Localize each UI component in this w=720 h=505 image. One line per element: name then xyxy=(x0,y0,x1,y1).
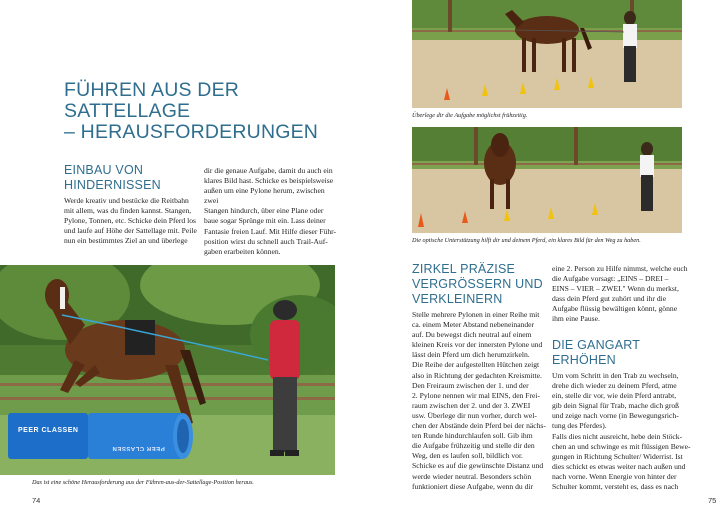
page-title-line-1: FÜHREN AUS DER SATTELLAGE xyxy=(64,79,240,122)
text-line: gaben erarbeiten können. xyxy=(204,246,281,256)
caption-top-photo: Überlege dir die Aufgabe möglichst frühzeitig. xyxy=(412,112,528,119)
text-line: lässt dein Pferd um dich herumzirkeln. xyxy=(412,350,530,360)
text-line: raum zwischen der 2. und der 3. ZWEI xyxy=(412,400,531,410)
body-column-zirkel xyxy=(412,310,548,492)
text-line: die Aufgabe vorsagt: „EINS – DREI – xyxy=(552,274,669,284)
heading-line: ERHÖHEN xyxy=(552,353,616,367)
body-column-1 xyxy=(64,196,200,246)
text-line: funktioniert diese Aufgabe, wenn du dir xyxy=(412,481,534,491)
heading-line: EINBAU VON xyxy=(64,163,144,177)
text-line: dir die genaue Aufgabe, damit du auch ein xyxy=(204,166,333,175)
page-number-right: 75 xyxy=(708,496,717,505)
text-line: Schulter kommt, versteht es, dass es nach xyxy=(552,482,679,492)
text-line: EINS – VIER – ZWEI." Wenn du merkst, xyxy=(552,284,679,294)
text-line: nun ein bestimmtes Ziel an und überlege xyxy=(64,236,188,246)
text-line: nach vorne. Wenn Energie von hinter der xyxy=(552,471,677,481)
photo-horse-arena-top xyxy=(412,0,682,108)
text-line: klares Bild hast. Schicke es beispielsweise xyxy=(204,176,334,186)
text-line: und laufe auf Höhe der Sattellage mit. Peile xyxy=(64,226,197,236)
text-line: Werde kreativ und bestücke die Reitbahn xyxy=(64,196,189,205)
page-title xyxy=(64,80,364,143)
text-line: mit allem, was du finden kannst. Stangen, xyxy=(64,206,192,216)
text-line: dass dein Pferd gut zuhört und ihr die xyxy=(552,294,667,304)
text-line: auf. Du bewegst dich neutral auf einem xyxy=(412,330,532,340)
text-line: Pylone, Tonnen, etc. Schicke dein Pferd los xyxy=(64,216,196,226)
text-line: werde wieder neutral. Besonders schön xyxy=(412,471,532,481)
text-line: 2. Pylone nennen wir mal EINS, den Frei- xyxy=(412,390,541,400)
text-line: ca. einem Meter Abstand nebeneinander xyxy=(412,320,535,330)
photo-horse-cones xyxy=(412,127,682,233)
text-line: ein, stelle dir vor, wie dein Pferd antrabt, xyxy=(552,391,677,401)
text-line: gungen in Richtung Schulter/ Widerrist. Ist xyxy=(552,451,683,461)
text-line: und zeige nach vorne (in Bewegungsrich- xyxy=(552,411,679,421)
photo-horse-jumping-barrel xyxy=(0,265,335,475)
heading-line: VERKLEINERN xyxy=(412,292,503,306)
caption-jump-photo: Das ist eine schöne Herausforderung aus der Führen-aus-der-Sattellage-Position heraus. xyxy=(32,479,254,486)
text-line: drehe dich wieder zu deinem Pferd, atme xyxy=(552,381,677,391)
heading-line: HINDERNISSEN xyxy=(64,178,161,192)
text-line: Um vom Schritt in den Trab zu wechseln, xyxy=(552,371,679,380)
text-line: Weg, den es laufen soll, bildlich vor. xyxy=(412,451,523,461)
text-line: eine 2. Person zu Hilfe nimmst, welche euch xyxy=(552,264,688,273)
text-line: Schicke es auf die gewünschte Distanz und xyxy=(412,461,544,471)
text-line: Stangen hindurch, über eine Plane oder xyxy=(204,206,324,216)
barrel-logo-text: PEER CLASSEN xyxy=(112,445,165,451)
heading-line: VERGRÖSSERN UND xyxy=(412,277,543,291)
heading-line: DIE GANGART xyxy=(552,338,641,352)
body-column-gangart xyxy=(552,371,692,492)
barrel-logo-text: PEER CLASSEN xyxy=(18,427,79,434)
body-column-right-top xyxy=(552,264,692,325)
text-line: kleinen Kreis vor der innersten Pylone und xyxy=(412,340,543,350)
section-heading-gangart xyxy=(552,338,692,368)
text-line: Falls dies nicht ausreicht, hebe dein Stöck- xyxy=(552,431,683,441)
text-line: Stelle mehrere Pylonen in einer Reihe mit xyxy=(412,310,540,319)
text-line: gib dein Signal für Trab, mache dich groß xyxy=(552,401,679,411)
text-line: usw. Überlege dir nun vorher, durch wel- xyxy=(412,410,537,420)
text-line: Die Reihe der aufgestellten Hütchen zeigt xyxy=(412,360,540,370)
text-line: die Aufgabe frühzeitig und stelle dir den xyxy=(412,441,535,451)
page-title-line-2: – HERAUSFORDERUNGEN xyxy=(64,121,319,143)
text-line: außen um eine Pylone herum, zwischen zwei xyxy=(204,186,325,206)
page-number-left: 74 xyxy=(32,496,41,505)
text-line: chen der Abstände dein Pferd bei der nächs- xyxy=(412,421,546,431)
text-line: position wirst du schnell auch Trail-Auf- xyxy=(204,236,328,246)
text-line: Fantasie freien Lauf. Mit Hilfe dieser Führ- xyxy=(204,226,337,236)
text-line: ten Runde hindurchlaufen soll. Gib ihm xyxy=(412,431,533,441)
text-line: ihm eine Pause. xyxy=(552,314,600,324)
heading-line: ZIRKEL PRÄZISE xyxy=(412,262,516,276)
text-line: Aufgabe flüssig bewältigen könnt, gönne xyxy=(552,304,678,314)
text-line: Den Freiraum zwischen der 1. und der xyxy=(412,380,529,390)
text-line: also in Richtung der gedachten Kreismitte. xyxy=(412,370,542,380)
text-line: baue sogar Sprünge mit ein. Lass deiner xyxy=(204,216,326,226)
caption-middle-photo: Die optische Unterstützung hilft dir und deinem Pferd, ein klares Bild für den Weg zu haben. xyxy=(412,237,641,244)
text-line: tung des Pferdes). xyxy=(552,421,607,431)
body-column-2 xyxy=(204,166,340,257)
text-line: chen an und schwinge es mit flüssigen Bewe- xyxy=(552,441,691,451)
section-heading-zirkel xyxy=(412,262,552,307)
section-heading-hindernisse xyxy=(64,163,214,193)
text-line: dies schickt es etwas weiter nach außen und xyxy=(552,461,686,471)
